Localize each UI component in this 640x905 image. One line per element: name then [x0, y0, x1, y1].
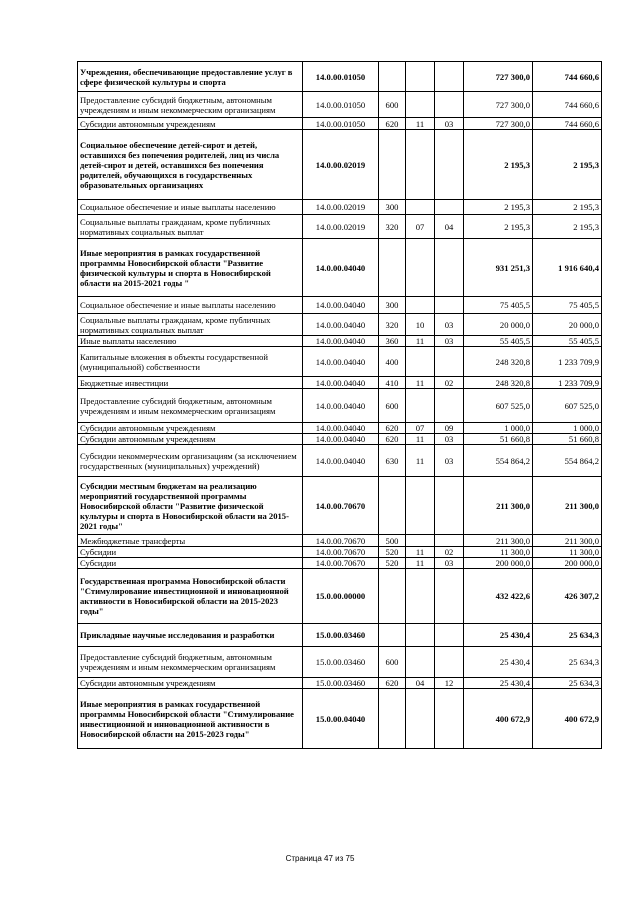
cell-rz: [406, 689, 435, 749]
table-row: [78, 678, 602, 689]
table-row: [78, 239, 602, 297]
cell-csr: 14.0.00.04040: [303, 336, 379, 347]
table-row: [78, 62, 602, 92]
cell-csr: 14.0.00.04040: [303, 239, 379, 297]
cell-vr: [379, 477, 406, 535]
table-row: [78, 92, 602, 118]
cell-pr: [435, 535, 464, 547]
cell-pr: 03: [435, 118, 464, 130]
cell-vr: 320: [379, 314, 406, 336]
cell-pr: 02: [435, 377, 464, 389]
cell-name: Субсидии автономным учреждениям: [78, 678, 303, 689]
cell-v1: 248 320,8: [464, 377, 533, 389]
cell-csr: 14.0.00.70670: [303, 547, 379, 558]
cell-name: Предоставление субсидий бюджетным, автономным учреждениям и иным некоммерческим организациям: [78, 92, 303, 118]
cell-v1: 211 300,0: [464, 535, 533, 547]
cell-pr: 09: [435, 423, 464, 434]
page-footer: Страница 47 из 75: [285, 854, 355, 863]
cell-pr: 12: [435, 678, 464, 689]
cell-vr: 320: [379, 215, 406, 239]
cell-name: Субсидии автономным учреждениям: [78, 434, 303, 445]
cell-name: Бюджетные инвестиции: [78, 377, 303, 389]
cell-v1: 25 430,4: [464, 647, 533, 678]
cell-rz: [406, 389, 435, 423]
table-row: [78, 434, 602, 445]
cell-v2: 55 405,5: [533, 336, 602, 347]
table-row: [78, 336, 602, 347]
cell-v2: 51 660,8: [533, 434, 602, 445]
cell-csr: 15.0.00.03460: [303, 647, 379, 678]
cell-pr: 03: [435, 445, 464, 477]
cell-pr: [435, 92, 464, 118]
cell-vr: [379, 689, 406, 749]
cell-rz: 07: [406, 423, 435, 434]
cell-pr: [435, 130, 464, 200]
cell-v2: 2 195,3: [533, 130, 602, 200]
cell-csr: 15.0.00.00000: [303, 569, 379, 624]
cell-pr: [435, 624, 464, 647]
cell-v1: 248 320,8: [464, 347, 533, 377]
cell-vr: 520: [379, 547, 406, 558]
cell-csr: 14.0.00.04040: [303, 389, 379, 423]
cell-v2: 1 233 709,9: [533, 347, 602, 377]
cell-rz: [406, 624, 435, 647]
cell-pr: [435, 477, 464, 535]
cell-csr: 14.0.00.70670: [303, 535, 379, 547]
cell-v2: 200 000,0: [533, 558, 602, 569]
cell-name: Капитальные вложения в объекты государственной (муниципальной) собственности: [78, 347, 303, 377]
cell-pr: [435, 647, 464, 678]
cell-v1: 2 195,3: [464, 130, 533, 200]
cell-name: Субсидии автономным учреждениям: [78, 118, 303, 130]
cell-name: Социальное обеспечение и иные выплаты населению: [78, 297, 303, 314]
table-row: [78, 569, 602, 624]
cell-v1: 75 405,5: [464, 297, 533, 314]
table-row: [78, 445, 602, 477]
cell-vr: [379, 62, 406, 92]
cell-csr: 14.0.00.04040: [303, 297, 379, 314]
cell-csr: 14.0.00.01050: [303, 118, 379, 130]
table-row: [78, 297, 602, 314]
cell-vr: 600: [379, 92, 406, 118]
table-row: [78, 215, 602, 239]
cell-v1: 554 864,2: [464, 445, 533, 477]
cell-v2: 25 634,3: [533, 647, 602, 678]
cell-rz: [406, 239, 435, 297]
cell-rz: 10: [406, 314, 435, 336]
table-row: [78, 647, 602, 678]
cell-rz: 11: [406, 336, 435, 347]
cell-pr: [435, 689, 464, 749]
table-row: [78, 377, 602, 389]
cell-name: Социальное обеспечение детей-сирот и детей, оставшихся без попечения родителей, лиц из числа детей-сирот и детей, оставшихся без попечения родителей, обучающихся в государственных образовательных организациях: [78, 130, 303, 200]
cell-rz: 11: [406, 377, 435, 389]
table-row: [78, 558, 602, 569]
cell-rz: [406, 535, 435, 547]
cell-rz: 07: [406, 215, 435, 239]
cell-name: Субсидии: [78, 547, 303, 558]
cell-v1: 200 000,0: [464, 558, 533, 569]
cell-rz: [406, 200, 435, 215]
cell-pr: [435, 297, 464, 314]
cell-vr: 360: [379, 336, 406, 347]
cell-v1: 931 251,3: [464, 239, 533, 297]
cell-v2: 744 660,6: [533, 118, 602, 130]
cell-vr: 600: [379, 647, 406, 678]
cell-name: Социальное обеспечение и иные выплаты населению: [78, 200, 303, 215]
cell-name: Предоставление субсидий бюджетным, автономным учреждениям и иным некоммерческим организациям: [78, 389, 303, 423]
cell-csr: 14.0.00.04040: [303, 423, 379, 434]
cell-name: Предоставление субсидий бюджетным, автономным учреждениям и иным некоммерческим организациям: [78, 647, 303, 678]
cell-vr: 300: [379, 200, 406, 215]
cell-v2: 211 300,0: [533, 535, 602, 547]
cell-pr: [435, 389, 464, 423]
cell-vr: 300: [379, 297, 406, 314]
cell-csr: 15.0.00.04040: [303, 689, 379, 749]
cell-vr: [379, 239, 406, 297]
cell-v1: 25 430,4: [464, 624, 533, 647]
cell-name: Государственная программа Новосибирской области "Стимулирование инвестиционной и инновационной активности в Новосибирской области на 2015-2023 годы": [78, 569, 303, 624]
cell-name: Межбюджетные трансферты: [78, 535, 303, 547]
cell-v1: 51 660,8: [464, 434, 533, 445]
cell-csr: 14.0.00.01050: [303, 62, 379, 92]
cell-vr: 600: [379, 389, 406, 423]
cell-rz: [406, 62, 435, 92]
cell-csr: 14.0.00.04040: [303, 445, 379, 477]
table-row: [78, 624, 602, 647]
cell-csr: 14.0.00.02019: [303, 215, 379, 239]
table-row: [78, 389, 602, 423]
cell-v2: 25 634,3: [533, 624, 602, 647]
cell-pr: 03: [435, 314, 464, 336]
cell-v2: 2 195,3: [533, 215, 602, 239]
cell-v2: 75 405,5: [533, 297, 602, 314]
cell-vr: 630: [379, 445, 406, 477]
table-row: [78, 130, 602, 200]
cell-v2: 426 307,2: [533, 569, 602, 624]
cell-rz: [406, 647, 435, 678]
cell-v1: 11 300,0: [464, 547, 533, 558]
cell-name: Субсидии местным бюджетам на реализацию мероприятий государственной программы Новосибирской области "Развитие физической культуры и спорта в Новосибирской области на 2015-2021 годы": [78, 477, 303, 535]
cell-v1: 2 195,3: [464, 200, 533, 215]
cell-pr: 02: [435, 547, 464, 558]
cell-v1: 607 525,0: [464, 389, 533, 423]
cell-pr: 04: [435, 215, 464, 239]
cell-rz: 11: [406, 445, 435, 477]
cell-name: Социальные выплаты гражданам, кроме публичных нормативных социальных выплат: [78, 215, 303, 239]
table-row: [78, 314, 602, 336]
cell-name: Субсидии некоммерческим организациям (за исключением государственных (муниципальных) учреждений): [78, 445, 303, 477]
cell-csr: 15.0.00.03460: [303, 678, 379, 689]
cell-rz: [406, 347, 435, 377]
cell-rz: 11: [406, 547, 435, 558]
cell-rz: 11: [406, 118, 435, 130]
cell-rz: [406, 477, 435, 535]
cell-vr: [379, 130, 406, 200]
cell-v1: 432 422,6: [464, 569, 533, 624]
table-row: [78, 689, 602, 749]
cell-pr: [435, 200, 464, 215]
cell-pr: [435, 62, 464, 92]
cell-v2: 554 864,2: [533, 445, 602, 477]
table-row: [78, 423, 602, 434]
cell-v2: 1 233 709,9: [533, 377, 602, 389]
cell-vr: [379, 569, 406, 624]
cell-rz: [406, 92, 435, 118]
cell-vr: 500: [379, 535, 406, 547]
cell-vr: 520: [379, 558, 406, 569]
cell-vr: 400: [379, 347, 406, 377]
cell-name: Субсидии: [78, 558, 303, 569]
cell-v2: 744 660,6: [533, 62, 602, 92]
cell-pr: [435, 569, 464, 624]
table-row: [78, 118, 602, 130]
cell-pr: [435, 239, 464, 297]
cell-v1: 25 430,4: [464, 678, 533, 689]
cell-vr: 620: [379, 423, 406, 434]
cell-name: Субсидии автономным учреждениям: [78, 423, 303, 434]
cell-v1: 20 000,0: [464, 314, 533, 336]
cell-pr: 03: [435, 336, 464, 347]
cell-v2: 20 000,0: [533, 314, 602, 336]
cell-pr: 03: [435, 558, 464, 569]
cell-v1: 400 672,9: [464, 689, 533, 749]
cell-rz: [406, 569, 435, 624]
cell-csr: 14.0.00.04040: [303, 377, 379, 389]
cell-pr: [435, 347, 464, 377]
cell-v1: 727 300,0: [464, 62, 533, 92]
cell-v2: 607 525,0: [533, 389, 602, 423]
cell-v2: 211 300,0: [533, 477, 602, 535]
cell-csr: 15.0.00.03460: [303, 624, 379, 647]
cell-rz: 11: [406, 558, 435, 569]
cell-v1: 2 195,3: [464, 215, 533, 239]
cell-v2: 744 660,6: [533, 92, 602, 118]
cell-name: Иные мероприятия в рамках государственной программы Новосибирской области "Стимулирование инвестиционной и инновационной активности в Новосибирской области на 2015-2023 годы": [78, 689, 303, 749]
cell-rz: [406, 297, 435, 314]
cell-v2: 2 195,3: [533, 200, 602, 215]
cell-v1: 1 000,0: [464, 423, 533, 434]
cell-name: Прикладные научные исследования и разработки: [78, 624, 303, 647]
cell-rz: [406, 130, 435, 200]
cell-vr: [379, 624, 406, 647]
cell-rz: 11: [406, 434, 435, 445]
cell-csr: 14.0.00.70670: [303, 477, 379, 535]
cell-name: Учреждения, обеспечивающие предоставление услуг в сфере физической культуры и спорта: [78, 62, 303, 92]
table-row: [78, 535, 602, 547]
cell-csr: 14.0.00.04040: [303, 434, 379, 445]
cell-rz: 04: [406, 678, 435, 689]
cell-vr: 410: [379, 377, 406, 389]
budget-table: [77, 61, 602, 749]
table-row: [78, 547, 602, 558]
cell-v2: 1 000,0: [533, 423, 602, 434]
cell-vr: 620: [379, 118, 406, 130]
cell-name: Социальные выплаты гражданам, кроме публичных нормативных социальных выплат: [78, 314, 303, 336]
cell-v1: 727 300,0: [464, 118, 533, 130]
cell-vr: 620: [379, 434, 406, 445]
table-row: [78, 477, 602, 535]
cell-v2: 400 672,9: [533, 689, 602, 749]
cell-v1: 211 300,0: [464, 477, 533, 535]
cell-v2: 11 300,0: [533, 547, 602, 558]
cell-pr: 03: [435, 434, 464, 445]
table-body: [78, 62, 602, 749]
cell-csr: 14.0.00.02019: [303, 200, 379, 215]
cell-v1: 727 300,0: [464, 92, 533, 118]
table-row: [78, 200, 602, 215]
cell-v2: 25 634,3: [533, 678, 602, 689]
cell-name: Иные мероприятия в рамках государственной программы Новосибирской области "Развитие физической культуры и спорта в Новосибирской области на 2015-2021 годы ": [78, 239, 303, 297]
table-row: [78, 347, 602, 377]
cell-name: Иные выплаты населению: [78, 336, 303, 347]
cell-csr: 14.0.00.04040: [303, 347, 379, 377]
cell-v1: 55 405,5: [464, 336, 533, 347]
cell-v2: 1 916 640,4: [533, 239, 602, 297]
cell-vr: 620: [379, 678, 406, 689]
cell-csr: 14.0.00.04040: [303, 314, 379, 336]
cell-csr: 14.0.00.02019: [303, 130, 379, 200]
cell-csr: 14.0.00.01050: [303, 92, 379, 118]
cell-csr: 14.0.00.70670: [303, 558, 379, 569]
